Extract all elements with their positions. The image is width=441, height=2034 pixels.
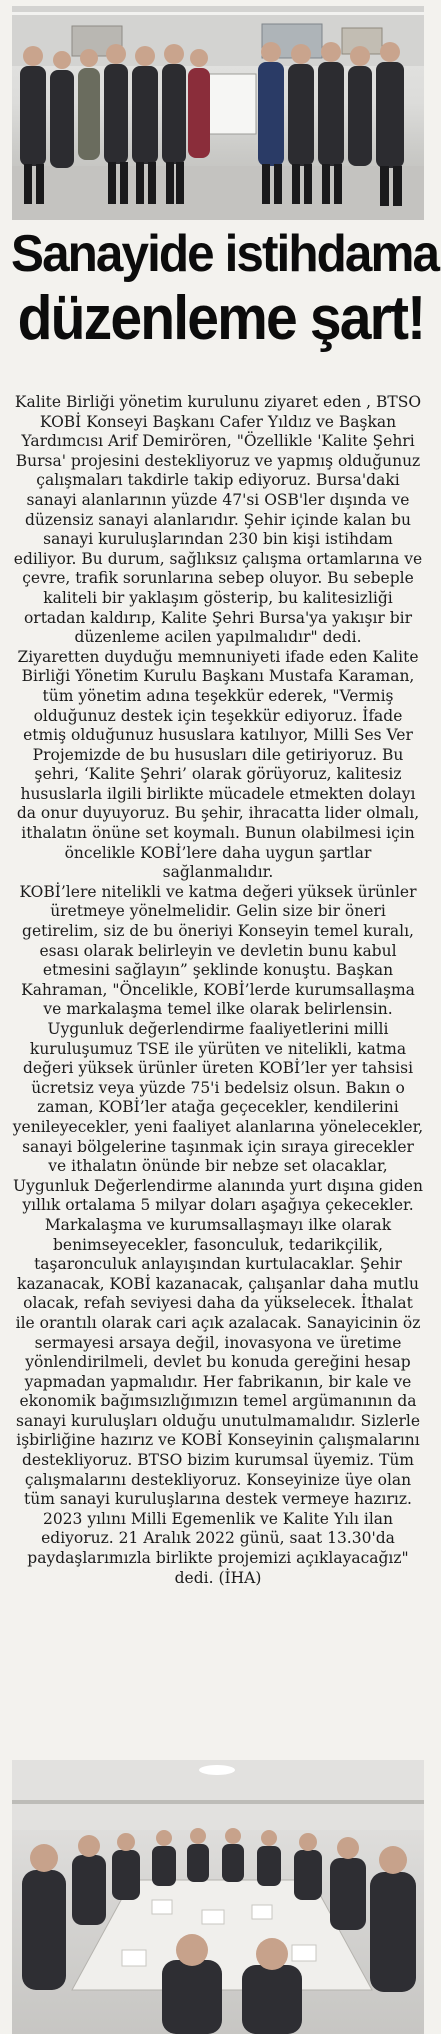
headline-line-1: Sanayide istihdama	[11, 225, 439, 283]
bottom-photo	[12, 1760, 424, 2034]
bottom-photo-illustration	[12, 1760, 424, 2034]
headline-line-2: düzenleme şart!	[17, 284, 425, 353]
article-paragraph-1: Kalite Birliği yönetim kurulunu ziyaret eden , BTSO KOBİ Konseyi Başkanı Cafer Yıldız ve Başkan Yardımcısı Arif Demirören, "Özellikle 'Kalite Şehri Bursa' projesini destekliyoruz ve yapmış olduğunuz çalışmaları takdirle takip ediyoruz. Bursa'daki sanayi alanlarının yüzde 47'si OSB'ler dışında ve düzensiz sanayi alanlarıdır. Şehir içinde kalan bu sanayi kuruluşlarından 230 bin kişi istihdam ediliyor. Bu durum, sağlıksız çalışma ortamlarına ve çevre, trafik sorunlarına sebep oluyor. Bu sebeple kaliteli bir yaklaşım gösterip, bu kalitesizliği ortadan kaldırıp, Kalite Şehri Bursa'ya yakışır bir düzenleme acilen yapılmalıdır" dedi.	[13, 393, 423, 647]
article-body	[12, 393, 424, 1750]
article-paragraph-4: Markalaşma ve kurumsallaşmayı ilke olarak benimseyecekler, fasonculuk, tedarikçilik, taşaronculuk anlayışından kurtulacaklar. Şehir kazanacak, KOBİ kazanacak, çalışanlar daha mutlu olacak, refah seviyesi daha da yükselecek. İthalat ile orantılı olarak cari açık azalacak. Sanayicinin öz sermayesi arsaya değil, inovasyona ve üretime yönlendirilmeli, devlet bu konuda gereğini hesap yapmadan yapmalıdır. Her fabrikanın, bir kale ve ekonomik bağımsızlığımızın temel argümanının da sanayi kuruluşları olduğu unutulmamalıdır. Sizlerle işbirliğine hazırız ve KOBİ Konseyinin çalışmalarını destekliyoruz. BTSO bizim kurumsal üyemiz. Tüm çalışmalarını destekliyoruz. Konseyinize üye olan tüm sanayi kuruluşlarına destek vermeye hazırız. 2023 yılını Milli Egemenlik ve Kalite Yılı ilan ediyoruz. 21 Aralık 2022 günü, saat 13.30'da paydaşlarımızla birlikte projemizi açıklayacağız" dedi. (İHA)	[15, 1215, 421, 1587]
article-paragraph-3: KOBİ’lere nitelikli ve katma değeri yüksek ürünler üretmeye yönelmelidir. Gelin size bir öneri getirelim, siz de bu öneriyi Konseyin temel kuralı, esası olarak belirleyin ve devletin bunu kabul etmesini sağlayın” şeklinde konuştu. Başkan Kahraman, "Öncelikle, KOBİ’lerde kurumsallaşma ve markalaşma temel ilke olarak belirlensin. Uygunluk değerlendirme faaliyetlerini milli kuruluşumuz TSE ile yürüten ve nitelikli, katma değeri yüksek ürünler üreten KOBİ’ler yer tahsisi ücretsiz veya yüzde 75'i bedelsiz olsun. Bakın o zaman, KOBİ’ler atağa geçecekler, kendilerini yenileyecekler, yeni faaliyet alanlarına yönelecekler, sanayi bölgelerine taşınmak için sıraya girecekler ve ithalatın önünde bir nebze set olacaklar, Uygunluk Değerlendirme alanında yurt dışına giden yıllık ortalama 5 milyar doları aşağıya çekecekler.	[12, 882, 424, 1215]
top-photo-illustration	[12, 6, 424, 220]
article-paragraph-2: Ziyaretten duyduğu memnuniyeti ifade eden Kalite Birliği Yönetim Kurulu Başkanı Mustafa Karaman, tüm yönetim adına teşekkür ederek, "Vermiş olduğunuz destek için teşekkür ediyoruz. İfade etmiş olduğunuz hususlara katılıyor, Milli Ses Ver Projemizde de bu hususları dile getiriyoruz. Bu şehri, ‘Kalite Şehri’ olarak görüyoruz, kalitesiz hususlarla ilgili birlikte mücadele etmekten dolayı da onur duyuyoruz. Bu şehir, ihracatta lider olmalı, ithalatın önüne set koymalı. Bunun olabilmesi için öncelikle KOBİ’lere daha uygun şartlar sağlanmalıdır.	[16, 647, 420, 882]
top-photo	[12, 6, 424, 220]
